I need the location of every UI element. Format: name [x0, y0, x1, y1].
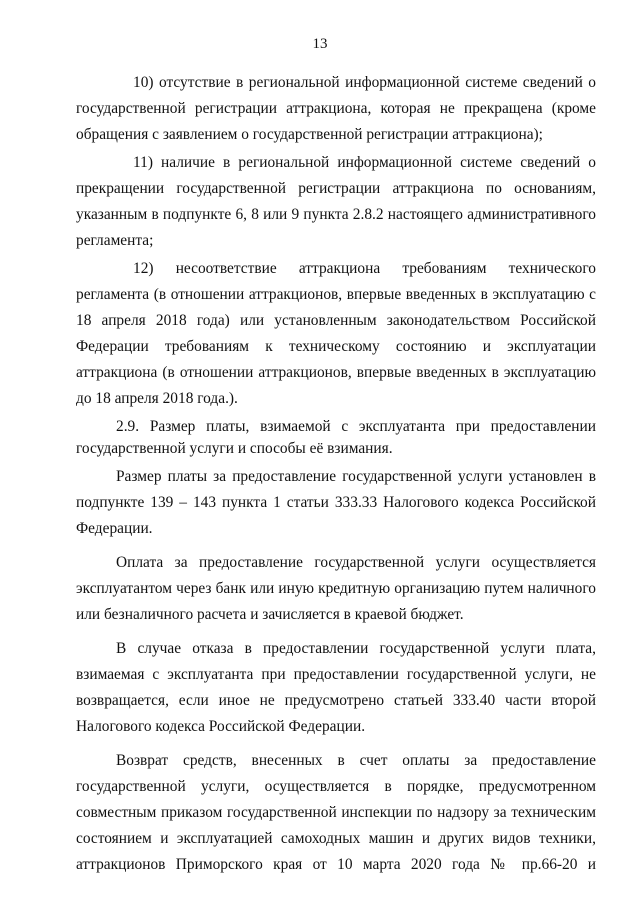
section-heading-2-9: 2.9. Размер платы, взимаемой с эксплуатанта при предоставлении государственной услуги и способы её взимания.: [76, 418, 596, 457]
document-body: [76, 70, 596, 878]
list-item-11: 11) наличие в региональной информационной системе сведений о прекращении государственной регистрации аттракциона по основаниям, указанным в подпункте 6, 8 или 9 пункта 2.8.2 настоящего административного регламента;: [76, 154, 596, 249]
paragraph-refusal-fee: В случае отказа в предоставлении государственной услуги плата, взимаемая с эксплуатанта при предоставлении государственной услуги, не возвращается, если иное не предусмотрено статьей 333.40 части второй Налогового кодекса Российской Федерации.: [76, 640, 596, 735]
list-item-12: 12) несоответствие аттракциона требованиям технического регламента (в отношении аттракционов, впервые введенных в эксплуатацию с 18 апреля 2018 года) или установленным законодательством Российской Федерации требованиям к техническому состоянию и эксплуатации аттракциона (в отношении аттракционов, впервые введенных в эксплуатацию до 18 апреля 2018 года.).: [76, 260, 596, 407]
page-number: 13: [312, 36, 328, 52]
paragraph-refund: Возврат средств, внесенных в счет оплаты за предоставление государственной услуги, осуществляется в порядке, предусмотренном совместным приказом государственной инспекции по надзору за техническим состоянием и эксплуатацией самоходных машин и других видов техники, аттракционов Приморского края от 10 марта 2020 года № пр.66-20 и: [76, 752, 596, 873]
paragraph-fee-amount: Размер платы за предоставление государственной услуги установлен в подпункте 139 – 143 пункта 1 статьи 333.33 Налогового кодекса Российской Федерации.: [76, 468, 596, 537]
list-item-10: 10) отсутствие в региональной информационной системе сведений о государственной регистрации аттракциона, которая не прекращена (кроме обращения с заявлением о государственной регистрации аттракциона);: [76, 74, 596, 143]
paragraph-payment-method: Оплата за предоставление государственной услуги осуществляется эксплуатантом через банк или иную кредитную организацию путем наличного или безналичного расчета и зачисляется в краевой бюджет.: [76, 554, 596, 623]
